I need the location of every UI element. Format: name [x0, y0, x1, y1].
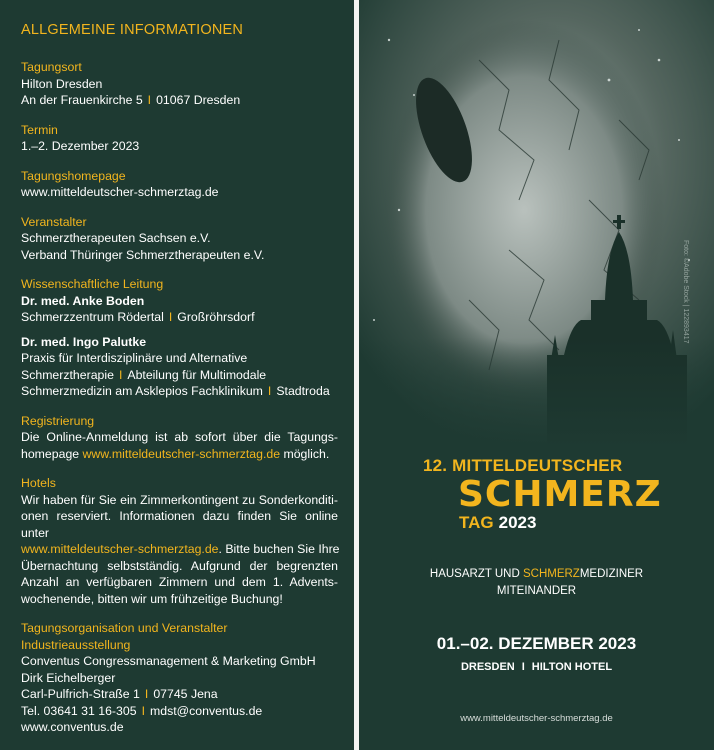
termin-label: Termin — [21, 122, 58, 137]
separator: I — [168, 310, 173, 324]
separator: I — [144, 687, 149, 701]
section-leitung — [21, 276, 338, 326]
tagungsort-label: Tagungsort — [21, 60, 82, 74]
info-heading: ALLGEMEINE INFORMATIONEN — [21, 22, 244, 38]
organisation-address — [21, 686, 338, 703]
tagungsort-venue: Hilton Dresden — [21, 76, 103, 91]
hotels-line-1: Wir haben für Sie ein Zimmerkontingent zu Sonderkonditi- — [21, 492, 338, 507]
leitung-org-1b: Großröhrsdorf — [177, 310, 255, 324]
veranstalter-line-2: Verband Thüringer Schmerztherapeuten e.V. — [21, 247, 265, 262]
leitung-line-3a: Schmerzmedizin am Asklepios Fachklinikum — [21, 384, 263, 398]
cover-panel — [359, 0, 714, 750]
veranstalter-line-1: Schmerztherapeuten Sachsen e.V. — [21, 231, 211, 245]
separator: I — [267, 384, 272, 398]
registrierung-line-2 — [21, 446, 338, 463]
registrierung-line-1: Die Online-Anmeldung ist ab sofort über die Tagungs- — [21, 430, 338, 444]
tagungsort-address — [21, 92, 338, 109]
section-homepage — [21, 168, 338, 201]
section-termin — [21, 122, 338, 155]
organisation-web[interactable]: www.conventus.de — [21, 720, 124, 734]
subtitle-line-1 — [359, 566, 714, 583]
registrierung-label: Registrierung — [21, 413, 95, 428]
place-venue: HILTON HOTEL — [531, 661, 613, 673]
registrierung-text-a: homepage — [21, 446, 83, 461]
separator: I — [141, 703, 145, 718]
homepage-label: Tagungshomepage — [21, 168, 126, 183]
organisation-line-2: Dirk Eichelberger — [21, 670, 116, 685]
leitung-line-2a: Schmerztherapie — [21, 367, 114, 382]
registrierung-text-b: möglich. — [280, 446, 330, 461]
leitung-label: Wissenschaftliche Leitung — [21, 277, 164, 291]
section-registrierung — [21, 413, 338, 463]
leitung-org-1 — [21, 309, 338, 326]
separator: I — [147, 93, 152, 107]
organisation-line-1: Conventus Congressmanagement & Marketing GmbH — [21, 654, 316, 668]
registrierung-link[interactable]: www.mitteldeutscher-schmerztag.de — [82, 446, 281, 461]
tagungsort-street: An der Frauenkirche 5 — [21, 93, 143, 107]
hotels-link[interactable]: www.mitteldeutscher-schmerztag.de — [21, 542, 219, 556]
leitung-line-3b: Stadtroda — [276, 384, 330, 398]
section-organisation — [21, 620, 338, 736]
homepage-link[interactable]: www.mitteldeutscher-schmerztag.de — [21, 185, 219, 199]
leitung-org-1a: Schmerzzentrum Rödertal — [21, 310, 164, 324]
title-line-3 — [459, 513, 536, 533]
hotels-text: . Bitte buchen Sie Ihre — [218, 542, 340, 556]
organisation-contact — [21, 703, 338, 720]
title-year: 2023 — [498, 513, 537, 532]
info-panel — [0, 0, 354, 750]
subtitle-highlight: SCHMERZ — [522, 568, 580, 580]
leitung-line-2 — [21, 367, 338, 384]
hotels-line-4: Übernachtung selbstständig. Aufgrund der begrenzten — [21, 558, 338, 573]
organisation-street: Carl-Pulfrich-Straße 1 — [21, 687, 140, 701]
place-separator: I — [521, 661, 525, 673]
event-place — [359, 661, 714, 673]
organisation-label: Tagungsorganisation und Veranstalter Industrieausstellung — [21, 621, 228, 652]
hotels-line-3 — [21, 541, 338, 558]
hotels-line-6: wochenende, bitten wir um frühzeitige Buchung! — [21, 591, 283, 606]
cover-photo — [359, 0, 714, 450]
organisation-email[interactable]: mdst@conventus.de — [149, 703, 263, 718]
leitung-line-3 — [21, 383, 338, 400]
leitung-line-1: Praxis für Interdisziplinäre und Alternative — [21, 351, 248, 365]
section-veranstalter — [21, 214, 338, 264]
leitung-line-2b: Abteilung für Multimodale — [127, 367, 267, 382]
organisation-city: 07745 Jena — [153, 687, 218, 701]
hotels-label: Hotels — [21, 476, 56, 490]
section-tagungsort — [21, 59, 338, 109]
cover-url[interactable]: www.mitteldeutscher-schmerztag.de — [460, 713, 613, 724]
subtitle-part-c: MEDIZINER — [579, 568, 644, 580]
section-leitung-2 — [21, 334, 338, 400]
title-line-1: 12. MITTELDEUTSCHER — [423, 456, 623, 475]
title-schmerz: SCHMERZ — [458, 474, 662, 515]
subtitle-part-a: HAUSARZT UND — [429, 568, 523, 580]
subtitle-line-2: MITEINANDER — [496, 585, 577, 597]
leitung-name-1: Dr. med. Anke Boden — [21, 293, 145, 308]
termin-value: 1.–2. Dezember 2023 — [21, 139, 140, 153]
tagungsort-city: 01067 Dresden — [156, 93, 241, 107]
hotels-line-2: onen reserviert. Informationen dazu finden Sie online unter — [21, 509, 338, 540]
section-hotels — [21, 475, 338, 607]
place-city: DRESDEN — [460, 661, 515, 673]
organisation-phone: Tel. 03641 31 16-305 — [21, 703, 137, 718]
separator: I — [118, 367, 123, 382]
photo-credit: Foto: ©Adobe Stock | 122893417 — [682, 240, 689, 344]
event-date: 01.–02. DEZEMBER 2023 — [436, 634, 637, 653]
leitung-name-2: Dr. med. Ingo Palutke — [21, 334, 147, 349]
veranstalter-label: Veranstalter — [21, 214, 87, 229]
hotels-line-5: Anzahl an verfügbaren Zimmern und dem 1. Advents- — [21, 575, 338, 589]
title-tag: TAG — [459, 513, 494, 532]
